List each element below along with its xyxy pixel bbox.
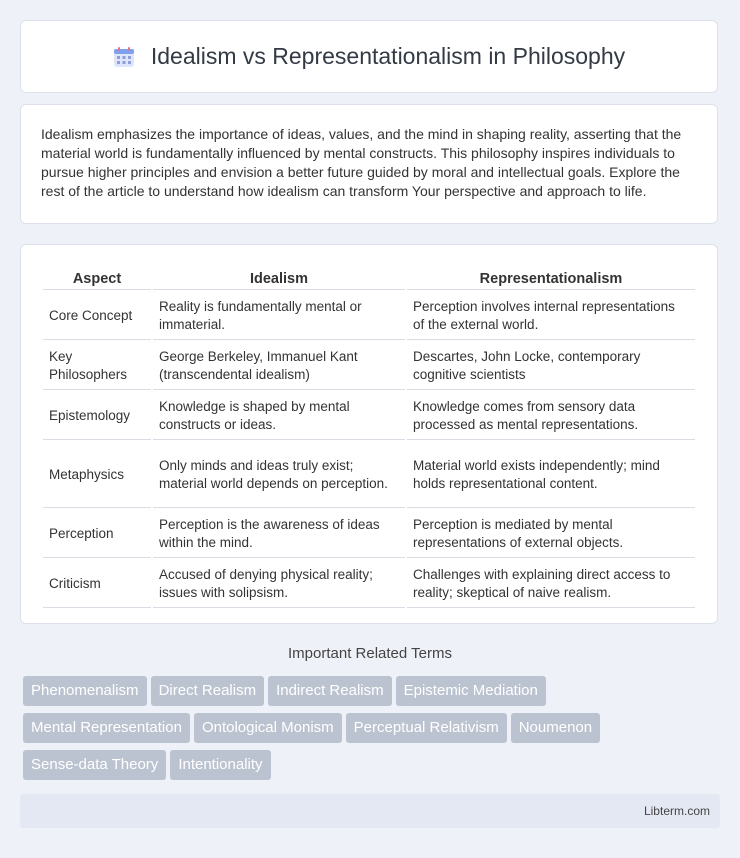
cell-aspect: Epistemology: [43, 392, 151, 440]
footer-brand-link[interactable]: Libterm.com: [643, 804, 710, 818]
related-term-tag[interactable]: Phenomenalism: [23, 676, 147, 706]
related-term-tag[interactable]: Mental Representation: [23, 713, 190, 743]
cell-aspect: Metaphysics: [43, 442, 151, 508]
comparison-table: [41, 265, 697, 610]
column-header-aspect: Aspect: [43, 267, 151, 290]
related-terms-list: [23, 676, 723, 787]
related-term-tag[interactable]: Noumenon: [511, 713, 600, 743]
related-term-tag[interactable]: Perceptual Relativism: [346, 713, 507, 743]
cell-aspect: Key Philosophers: [43, 342, 151, 390]
related-term-tag[interactable]: Sense-data Theory: [23, 750, 166, 780]
table-row: [43, 442, 695, 508]
intro-text: Idealism emphasizes the importance of ideas, values, and the mind in shaping reality, asserting that the material world is fundamentally influenced by mental constructs. This philosophy inspires individuals to pursue higher principles and envision a better future guided by moral and intellectual goals. Explore the rest of the article to understand how idealism can transform Your perspective and approach to life.: [41, 126, 682, 199]
table-row: [43, 560, 695, 608]
cell-idealism: Only minds and ideas truly exist; material world depends on perception.: [153, 442, 405, 508]
related-term-tag[interactable]: Epistemic Mediation: [396, 676, 546, 706]
footer: [20, 794, 720, 828]
column-header-idealism: Idealism: [153, 267, 405, 290]
cell-idealism: Perception is the awareness of ideas within the mind.: [153, 510, 405, 558]
header-card: [20, 20, 718, 93]
table-row: [43, 392, 695, 440]
page-title: Idealism vs Representationalism in Philosophy: [150, 43, 626, 69]
column-header-representationalism: Representationalism: [407, 267, 695, 290]
cell-aspect: Criticism: [43, 560, 151, 608]
related-term-tag[interactable]: Indirect Realism: [268, 676, 392, 706]
cell-aspect: Perception: [43, 510, 151, 558]
table-header-row: [43, 267, 695, 290]
related-term-tag[interactable]: Intentionality: [170, 750, 270, 780]
cell-representationalism: Challenges with explaining direct access to reality; skeptical of naive realism.: [407, 560, 695, 608]
cell-idealism: George Berkeley, Immanuel Kant (transcendental idealism): [153, 342, 405, 390]
cell-idealism: Accused of denying physical reality; issues with solipsism.: [153, 560, 405, 608]
table-row: [43, 510, 695, 558]
cell-idealism: Knowledge is shaped by mental constructs or ideas.: [153, 392, 405, 440]
intro-card: [20, 104, 718, 224]
related-term-tag[interactable]: Ontological Monism: [194, 713, 342, 743]
calendar-grid-icon: [113, 46, 135, 68]
cell-representationalism: Perception is mediated by mental representations of external objects.: [407, 510, 695, 558]
comparison-card: [20, 244, 718, 624]
related-term-tag[interactable]: Direct Realism: [151, 676, 265, 706]
cell-representationalism: Knowledge comes from sensory data processed as mental representations.: [407, 392, 695, 440]
table-row: [43, 342, 695, 390]
cell-idealism: Reality is fundamentally mental or immaterial.: [153, 292, 405, 340]
cell-representationalism: Perception involves internal representations of the external world.: [407, 292, 695, 340]
cell-representationalism: Descartes, John Locke, contemporary cognitive scientists: [407, 342, 695, 390]
related-terms-heading: Important Related Terms: [288, 645, 452, 662]
table-row: [43, 292, 695, 340]
cell-aspect: Core Concept: [43, 292, 151, 340]
cell-representationalism: Material world exists independently; mind holds representational content.: [407, 442, 695, 508]
